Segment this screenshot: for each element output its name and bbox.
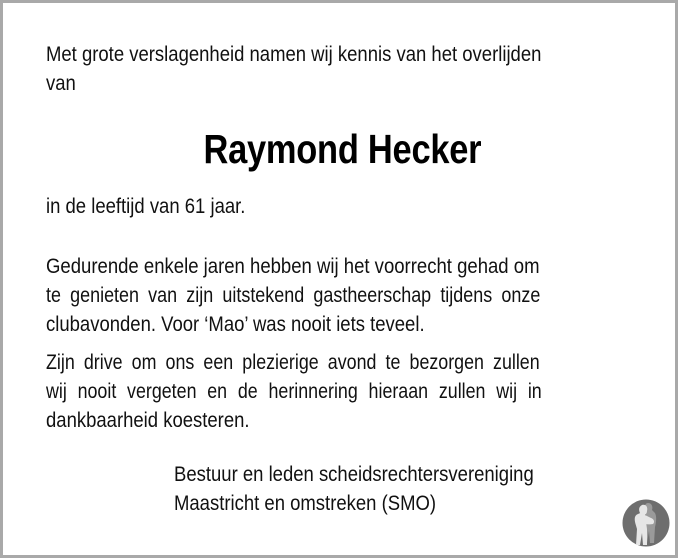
paragraph-remembrance (46, 348, 638, 435)
deceased-name-text: Raymond Hecker (203, 126, 481, 172)
age-line: in de leeftijd van 61 jaar. (46, 194, 246, 218)
paragraph-1-line-2: te genieten van zijn uitstekend gastheerschap tijdens onze (46, 283, 541, 307)
deceased-name (3, 123, 678, 175)
intro-line-2: van (46, 71, 76, 95)
intro-text (46, 40, 622, 98)
embracing-figures-icon (622, 499, 670, 547)
paragraph-1-line-1: Gedurende enkele jaren hebben wij het voorrecht gehad om (46, 254, 540, 278)
paragraph-2-line-1: Zijn drive om ons een plezierige avond te bezorgen zullen (46, 350, 540, 374)
paragraph-1-line-3: clubavonden. Voor ‘Mao’ was nooit iets teveel. (46, 312, 425, 336)
paragraph-tribute (46, 252, 638, 339)
paragraph-2-line-3: dankbaarheid koesteren. (46, 408, 250, 432)
paragraph-2-line-2: wij nooit vergeten en de herinnering hieraan zullen wij in (46, 379, 542, 403)
intro-line-1: Met grote verslagenheid namen wij kennis van het overlijden (46, 42, 542, 66)
signature-line-2: Maastricht en omstreken (SMO) (174, 491, 437, 515)
signature-line-1: Bestuur en leden scheidsrechtersvereniging (174, 462, 534, 486)
signature (174, 460, 592, 518)
